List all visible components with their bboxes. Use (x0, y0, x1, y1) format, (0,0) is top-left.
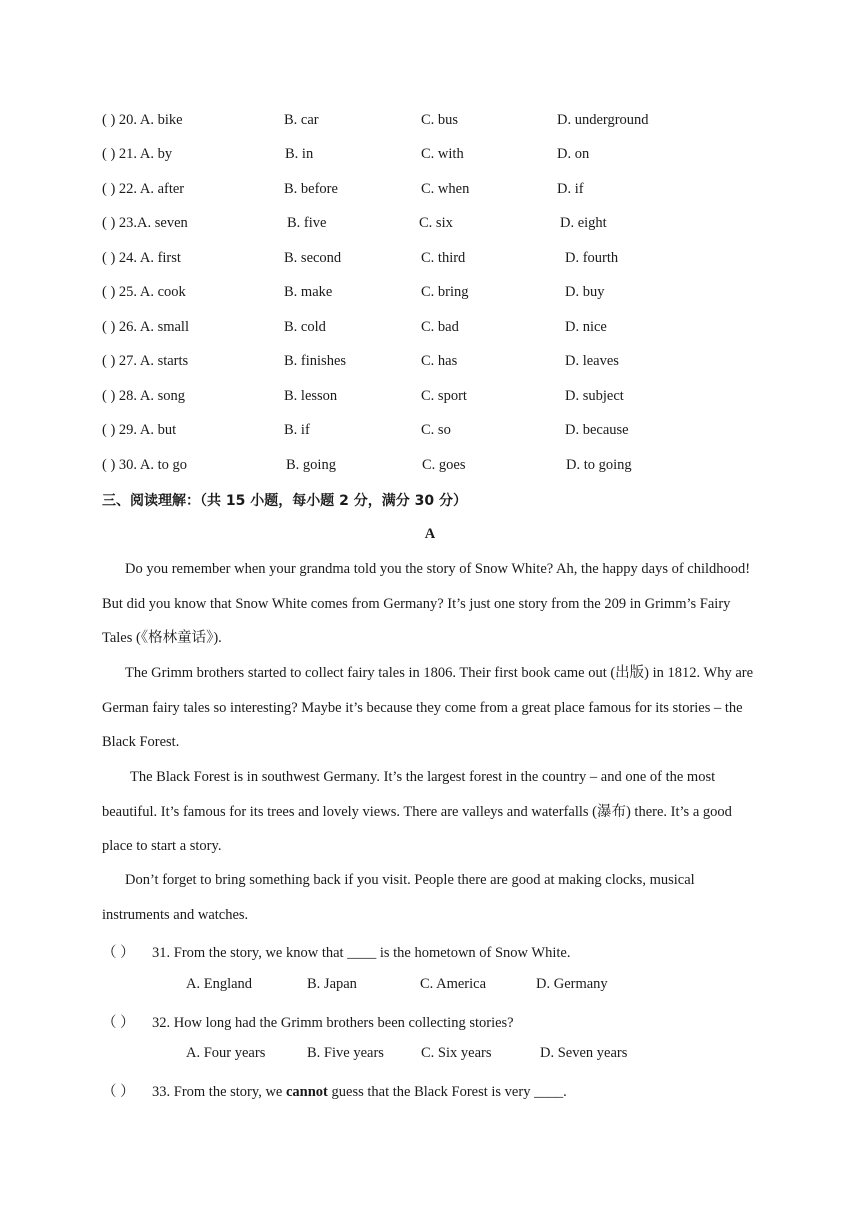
option-c: C. so (421, 422, 451, 438)
option-c: C. bad (421, 319, 459, 335)
option-c: C. America (420, 976, 487, 992)
option-d: D. Germany (536, 976, 608, 992)
passage-paragraph-2: The Grimm brothers started to collect fairy tales in 1806. Their first book came out (出版) in 1812. Why are German fairy tales so interesting? Maybe it’s because they come from a great place famous for its stories – the Black Forest. (102, 665, 754, 751)
option-b: B. in (285, 146, 314, 162)
option-d: D. fourth (565, 250, 619, 266)
option-d: D. buy (565, 284, 605, 300)
option-b: B. lesson (284, 388, 338, 404)
answer-blank[interactable]: （ ） (102, 1015, 135, 1031)
answer-blank[interactable]: （ ） (102, 1084, 135, 1100)
option-d: D. because (565, 422, 629, 438)
option-d: D. on (557, 146, 590, 162)
question-stem: ( ) 29. A. but (102, 422, 177, 438)
option-b: B. finishes (284, 353, 347, 369)
option-b: B. if (284, 422, 310, 438)
question-stem-pre: 33. From the story, we (152, 1084, 286, 1100)
question-stem: ( ) 22. A. after (102, 181, 185, 197)
option-c: C. when (421, 181, 470, 197)
option-d: D. to going (566, 457, 632, 473)
option-a: A. England (186, 976, 253, 992)
question-stem: ( ) 26. A. small (102, 319, 189, 335)
option-a: A. Four years (186, 1045, 266, 1061)
option-d: D. underground (557, 112, 649, 128)
passage-paragraph-1: Do you remember when your grandma told you the story of Snow White? Ah, the happy days of childhood! But did you know that Snow White comes from Germany? It’s just one story from the 209 in Grimm’s Fairy Tales (《格林童话》). (102, 561, 751, 647)
option-c: C. with (421, 146, 464, 162)
reading-options-31 (186, 976, 686, 996)
reading-question-31 (102, 941, 570, 962)
option-b: B. before (284, 181, 338, 197)
section-heading: 三、阅读理解：（共 15 小题，每小题 2 分，满分 30 分） (102, 493, 467, 509)
option-c: C. Six years (421, 1045, 492, 1061)
passage-paragraph-4: Don’t forget to bring something back if you visit. People there are good at making clocks, musical instruments and watches. (102, 872, 695, 923)
question-stem: 32. How long had the Grimm brothers been collecting stories? (152, 1015, 514, 1031)
question-stem-emphasis: cannot (285, 1084, 328, 1100)
question-stem: ( ) 30. A. to go (102, 457, 187, 473)
question-stem: 31. From the story, we know that ____ is the hometown of Snow White. (152, 945, 571, 961)
question-stem: ( ) 21. A. by (102, 146, 173, 162)
option-d: D. leaves (565, 353, 619, 369)
option-b: B. five (287, 215, 327, 231)
reading-question-33 (102, 1080, 567, 1101)
option-b: B. cold (284, 319, 326, 335)
option-d: D. Seven years (540, 1045, 628, 1061)
option-d: D. if (557, 181, 584, 197)
option-b: B. make (284, 284, 333, 300)
answer-blank[interactable]: （ ） (102, 945, 135, 961)
question-stem: ( ) 28. A. song (102, 388, 185, 404)
option-b: B. going (286, 457, 336, 473)
question-stem: ( ) 25. A. cook (102, 284, 186, 300)
option-d: D. nice (565, 319, 607, 335)
question-stem: ( ) 27. A. starts (102, 353, 189, 369)
option-b: B. Japan (307, 976, 357, 992)
option-b: B. second (284, 250, 342, 266)
passage-paragraph-3: The Black Forest is in southwest Germany. It’s the largest forest in the country – and one of the most beautiful. It’s famous for its trees and lovely views. There are valleys and waterfalls (瀑布) there. It’s a good place to start a story. (102, 769, 732, 855)
reading-question-32 (102, 1011, 514, 1032)
option-c: C. sport (421, 388, 467, 404)
reading-options-32 (186, 1045, 686, 1065)
option-b: B. Five years (307, 1045, 384, 1061)
option-b: B. car (284, 112, 319, 128)
option-c: C. bring (421, 284, 469, 300)
question-stem-post: guess that the Black Forest is very ____. (327, 1084, 567, 1100)
option-c: C. third (421, 250, 466, 266)
option-d: D. subject (565, 388, 624, 404)
option-d: D. eight (560, 215, 607, 231)
option-c: C. has (421, 353, 458, 369)
question-stem: ( ) 20. A. bike (102, 112, 183, 128)
question-stem: ( ) 24. A. first (102, 250, 181, 266)
option-c: C. six (419, 215, 453, 231)
question-stem: ( ) 23.A. seven (102, 215, 188, 231)
passage-label: A (424, 526, 436, 542)
option-c: C. bus (421, 112, 459, 128)
option-c: C. goes (422, 457, 466, 473)
